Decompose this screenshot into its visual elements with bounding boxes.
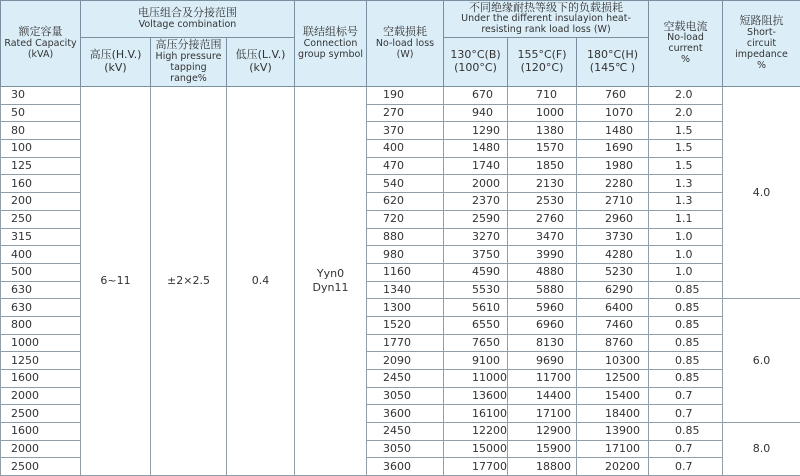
cell-noload-current: 0.85 xyxy=(649,316,723,334)
cell-noload-loss: 880 xyxy=(367,228,444,246)
cell-loss-h: 17100 xyxy=(577,440,649,458)
cell-capacity: 1250 xyxy=(1,352,81,370)
table-body xyxy=(1,87,800,476)
cell-noload-current: 1.3 xyxy=(649,175,723,193)
cell-capacity: 630 xyxy=(1,299,81,317)
header-hv: 高压(H.V.) (kV) xyxy=(81,38,151,87)
cell-loss-h: 6400 xyxy=(577,299,649,317)
cell-noload-current: 0.85 xyxy=(649,370,723,388)
cell-impedance-c: 8.0 xyxy=(723,423,800,476)
cell-noload-current: 0.7 xyxy=(649,387,723,405)
cell-impedance-a: 4.0 xyxy=(723,87,800,299)
cell-loss-h: 12500 xyxy=(577,370,649,388)
cell-noload-current: 1.3 xyxy=(649,193,723,211)
cell-capacity: 2000 xyxy=(1,440,81,458)
cell-capacity: 500 xyxy=(1,263,81,281)
cell-noload-current: 0.7 xyxy=(649,405,723,423)
cell-noload-loss: 3600 xyxy=(367,458,444,476)
cell-lv-merged: 0.4 xyxy=(227,87,295,476)
cell-noload-current: 0.85 xyxy=(649,281,723,299)
cell-loss-b: 670 xyxy=(444,87,508,105)
cell-loss-f: 18800 xyxy=(508,458,577,476)
cell-loss-h: 10300 xyxy=(577,352,649,370)
cell-capacity: 630 xyxy=(1,281,81,299)
cell-noload-loss: 1300 xyxy=(367,299,444,317)
cell-capacity: 30 xyxy=(1,87,81,105)
cell-noload-current: 1.5 xyxy=(649,122,723,140)
cell-loss-h: 2710 xyxy=(577,193,649,211)
cell-connection-merged xyxy=(295,87,367,476)
cell-capacity: 2500 xyxy=(1,458,81,476)
cell-loss-b: 1290 xyxy=(444,122,508,140)
cell-noload-loss: 2450 xyxy=(367,370,444,388)
header-impedance: 短路阻抗 Short- circuit impedance % xyxy=(723,1,800,87)
cell-capacity: 1600 xyxy=(1,370,81,388)
cell-noload-current: 1.0 xyxy=(649,228,723,246)
cell-loss-b: 13600 xyxy=(444,387,508,405)
cell-noload-current: 1.1 xyxy=(649,210,723,228)
cell-loss-f: 4880 xyxy=(508,263,577,281)
header-connection-group: 联结组标号 Connection group symbol xyxy=(295,1,367,87)
cell-capacity: 100 xyxy=(1,140,81,158)
cell-loss-h: 15400 xyxy=(577,387,649,405)
cell-noload-loss: 400 xyxy=(367,140,444,158)
cell-noload-loss: 270 xyxy=(367,104,444,122)
cell-capacity: 315 xyxy=(1,228,81,246)
header-lv: 低压(L.V.) (kV) xyxy=(227,38,295,87)
cell-loss-h: 1980 xyxy=(577,157,649,175)
cell-loss-h: 6290 xyxy=(577,281,649,299)
cell-capacity: 800 xyxy=(1,316,81,334)
cell-capacity: 160 xyxy=(1,175,81,193)
cell-noload-current: 0.7 xyxy=(649,440,723,458)
cell-loss-b: 7650 xyxy=(444,334,508,352)
cell-loss-f: 1850 xyxy=(508,157,577,175)
cell-noload-current: 1.5 xyxy=(649,157,723,175)
cell-loss-b: 17700 xyxy=(444,458,508,476)
header-class-h: 180°C(H) (145℃ ) xyxy=(577,38,649,87)
cell-loss-h: 7460 xyxy=(577,316,649,334)
cell-loss-b: 6550 xyxy=(444,316,508,334)
cell-loss-h: 20200 xyxy=(577,458,649,476)
cell-loss-h: 1480 xyxy=(577,122,649,140)
cell-loss-h: 3730 xyxy=(577,228,649,246)
cell-loss-h: 1690 xyxy=(577,140,649,158)
cell-noload-current: 0.85 xyxy=(649,352,723,370)
cell-noload-current: 1.5 xyxy=(649,140,723,158)
cell-loss-f: 5880 xyxy=(508,281,577,299)
cell-noload-loss: 2090 xyxy=(367,352,444,370)
cell-loss-b: 3270 xyxy=(444,228,508,246)
header-class-f: 155°C(F) (120°C) xyxy=(508,38,577,87)
cell-loss-b: 940 xyxy=(444,104,508,122)
header-tap-range: 高压分接范围 High pressure tapping range% xyxy=(151,38,227,87)
cell-loss-f: 2760 xyxy=(508,210,577,228)
cell-loss-f: 3990 xyxy=(508,246,577,264)
cell-loss-f: 17100 xyxy=(508,405,577,423)
cell-loss-b: 9100 xyxy=(444,352,508,370)
cell-loss-h: 13900 xyxy=(577,423,649,441)
cell-capacity: 1000 xyxy=(1,334,81,352)
cell-loss-b: 15000 xyxy=(444,440,508,458)
cell-loss-b: 2590 xyxy=(444,210,508,228)
cell-capacity: 2500 xyxy=(1,405,81,423)
cell-loss-f: 3470 xyxy=(508,228,577,246)
cell-loss-b: 16100 xyxy=(444,405,508,423)
cell-noload-loss: 470 xyxy=(367,157,444,175)
cell-capacity: 125 xyxy=(1,157,81,175)
cell-noload-current: 2.0 xyxy=(649,87,723,105)
cell-noload-loss: 3050 xyxy=(367,440,444,458)
cell-capacity: 400 xyxy=(1,246,81,264)
cell-noload-loss: 2450 xyxy=(367,423,444,441)
cell-loss-f: 8130 xyxy=(508,334,577,352)
cell-loss-h: 760 xyxy=(577,87,649,105)
cell-hv-merged: 6~11 xyxy=(81,87,151,476)
cell-loss-f: 15900 xyxy=(508,440,577,458)
cell-noload-loss: 3050 xyxy=(367,387,444,405)
cell-noload-current: 0.85 xyxy=(649,299,723,317)
connection-yyn0: Yyn0 xyxy=(295,267,366,281)
cell-loss-f: 5960 xyxy=(508,299,577,317)
cell-loss-f: 1000 xyxy=(508,104,577,122)
cell-loss-f: 6960 xyxy=(508,316,577,334)
cell-capacity: 80 xyxy=(1,122,81,140)
cell-loss-f: 1380 xyxy=(508,122,577,140)
cell-capacity: 250 xyxy=(1,210,81,228)
cell-loss-b: 1740 xyxy=(444,157,508,175)
cell-loss-b: 11000 xyxy=(444,370,508,388)
cell-loss-f: 2530 xyxy=(508,193,577,211)
cell-capacity: 2000 xyxy=(1,387,81,405)
cell-loss-b: 2000 xyxy=(444,175,508,193)
cell-loss-h: 2280 xyxy=(577,175,649,193)
cell-loss-f: 12900 xyxy=(508,423,577,441)
header-class-b: 130°C(B) (100°C) xyxy=(444,38,508,87)
cell-capacity: 200 xyxy=(1,193,81,211)
cell-loss-f: 710 xyxy=(508,87,577,105)
cell-loss-b: 1480 xyxy=(444,140,508,158)
cell-noload-loss: 1520 xyxy=(367,316,444,334)
cell-loss-b: 5610 xyxy=(444,299,508,317)
cell-loss-b: 2370 xyxy=(444,193,508,211)
cell-loss-f: 14400 xyxy=(508,387,577,405)
cell-loss-b: 12200 xyxy=(444,423,508,441)
cell-noload-loss: 1160 xyxy=(367,263,444,281)
cell-noload-loss: 720 xyxy=(367,210,444,228)
cell-noload-loss: 980 xyxy=(367,246,444,264)
cell-noload-current: 0.85 xyxy=(649,334,723,352)
header-voltage-combination: 电压组合及分接范围 Voltage combination xyxy=(81,1,295,38)
cell-loss-h: 8760 xyxy=(577,334,649,352)
cell-loss-h: 18400 xyxy=(577,405,649,423)
cell-noload-loss: 3600 xyxy=(367,405,444,423)
cell-noload-loss: 370 xyxy=(367,122,444,140)
cell-loss-f: 9690 xyxy=(508,352,577,370)
cell-impedance-b: 6.0 xyxy=(723,299,800,423)
cell-loss-h: 1070 xyxy=(577,104,649,122)
cell-capacity: 1600 xyxy=(1,423,81,441)
header-load-loss: 不同绝缘耐热等级下的负载损耗 Under the different insulayion heat- resisting rank load loss (W) xyxy=(444,1,649,38)
connection-dyn11: Dyn11 xyxy=(295,281,366,295)
cell-noload-current: 0.7 xyxy=(649,458,723,476)
cell-loss-f: 11700 xyxy=(508,370,577,388)
cell-loss-b: 4590 xyxy=(444,263,508,281)
cell-loss-f: 2130 xyxy=(508,175,577,193)
cell-noload-loss: 1770 xyxy=(367,334,444,352)
cell-loss-b: 3750 xyxy=(444,246,508,264)
header-noload-current: 空载电流 No-load current % xyxy=(649,1,723,87)
cell-noload-current: 2.0 xyxy=(649,104,723,122)
cell-loss-h: 4280 xyxy=(577,246,649,264)
cell-loss-h: 2960 xyxy=(577,210,649,228)
cell-noload-current: 1.0 xyxy=(649,246,723,264)
cell-loss-f: 1570 xyxy=(508,140,577,158)
cell-tap-merged: ±2×2.5 xyxy=(151,87,227,476)
cell-noload-loss: 540 xyxy=(367,175,444,193)
cell-loss-b: 5530 xyxy=(444,281,508,299)
cell-noload-current: 0.85 xyxy=(649,423,723,441)
cell-capacity: 50 xyxy=(1,104,81,122)
cell-loss-h: 5230 xyxy=(577,263,649,281)
cell-noload-current: 1.0 xyxy=(649,263,723,281)
cell-noload-loss: 620 xyxy=(367,193,444,211)
table-row xyxy=(1,87,800,105)
header-noload-loss: 空载损耗 No-load loss (W) xyxy=(367,1,444,87)
cell-noload-loss: 1340 xyxy=(367,281,444,299)
header-capacity: 额定容量 Rated Capacity (kVA) xyxy=(1,1,81,87)
cell-noload-loss: 190 xyxy=(367,87,444,105)
